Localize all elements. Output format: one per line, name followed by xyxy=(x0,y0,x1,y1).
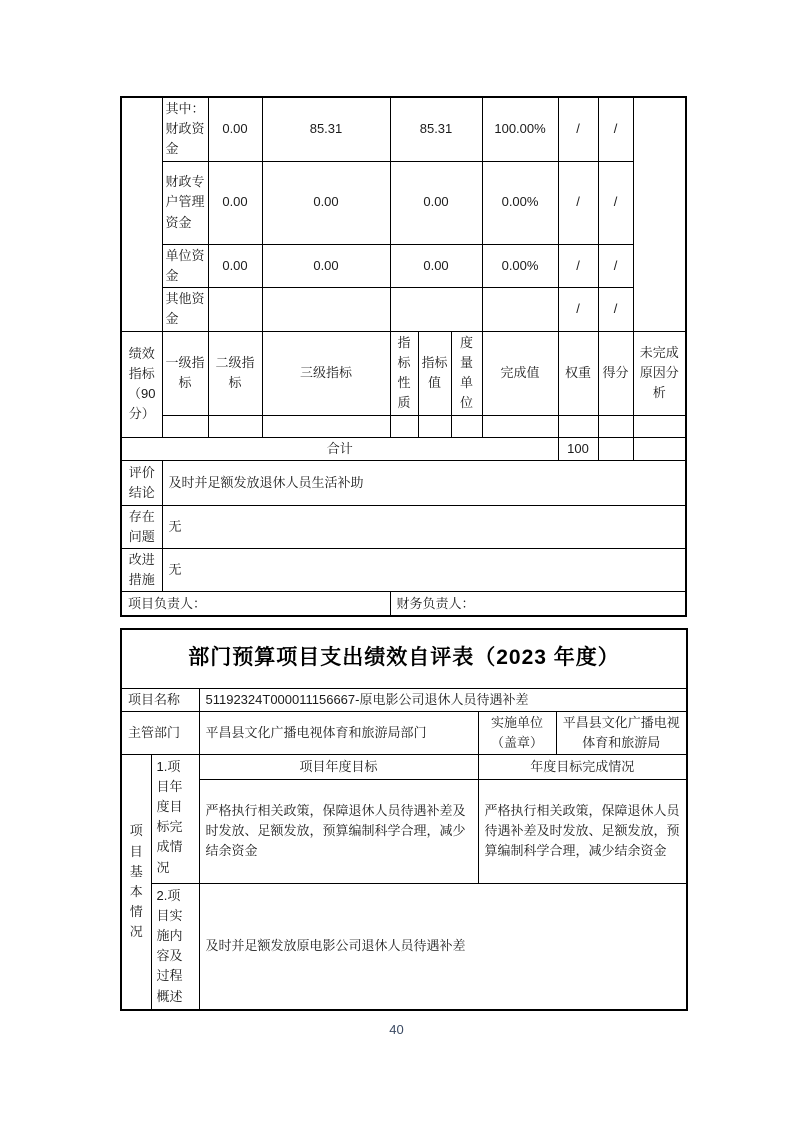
funding-row-unit xyxy=(121,244,686,287)
project-name-row xyxy=(121,688,687,711)
page-number: 40 xyxy=(389,1022,404,1037)
conclusion-row xyxy=(121,460,686,505)
final-value-cell: 0.00 xyxy=(262,161,390,244)
department-value: 平昌县文化广播电视体育和旅游局部门 xyxy=(199,711,478,754)
total-row xyxy=(121,437,686,460)
total-weight: 100 xyxy=(558,437,598,460)
funding-row-other xyxy=(121,287,686,331)
final-value-cell: 85.31 xyxy=(262,97,390,161)
section1-label: 1.项目年度目标完成情况 xyxy=(151,754,199,883)
table-title: 部门预算项目支出绩效自评表（2023 年度） xyxy=(121,629,687,688)
department-label: 主管部门 xyxy=(121,711,199,754)
funding-row-fiscal xyxy=(121,97,686,161)
goal-completion-header: 年度目标完成情况 xyxy=(478,754,687,779)
weight-cell: / xyxy=(558,97,598,161)
funding-row-label: 单位资金 xyxy=(162,244,208,287)
funding-row-label: 财政专户管理资金 xyxy=(162,161,208,244)
weight-cell: / xyxy=(558,287,598,331)
problems-value: 无 xyxy=(162,505,686,548)
total-note xyxy=(633,437,686,460)
basic-info-label: 项目基本情况 xyxy=(121,754,151,1009)
col-header-score: 得分 xyxy=(598,331,633,415)
col-header-indicator-value: 指标值 xyxy=(418,331,451,415)
improvements-value: 无 xyxy=(162,549,686,592)
weight-cell: / xyxy=(558,244,598,287)
col-header-unit: 度量单位 xyxy=(451,331,482,415)
perf-indicator-empty-row xyxy=(121,415,686,437)
col-header-level3: 三级指标 xyxy=(262,331,390,415)
col-header-level2: 二级指标 xyxy=(208,331,262,415)
project-name-value: 51192324T000011156667-原电影公司退休人员待遇补差 xyxy=(199,688,687,711)
implementing-unit-label: 实施单位（盖章） xyxy=(478,711,556,754)
implementation-row xyxy=(121,883,687,1009)
score-cell: / xyxy=(598,287,633,331)
project-manager-label: 项目负责人： xyxy=(121,592,390,616)
col-header-uncompleted-reason: 未完成原因分析 xyxy=(633,331,686,415)
score-cell: / xyxy=(598,244,633,287)
conclusion-label: 评价结论 xyxy=(121,460,162,505)
annual-goal-text: 严格执行相关政策，保障退休人员待遇补差及时发放、足额发放，预算编制科学合理，减少结余资金 xyxy=(199,779,478,883)
rate-value-cell: 100.00% xyxy=(482,97,558,161)
empty-cell xyxy=(482,415,558,437)
actual-value-cell xyxy=(390,287,482,331)
total-score xyxy=(598,437,633,460)
actual-value-cell: 0.00 xyxy=(390,244,482,287)
empty-cell xyxy=(598,415,633,437)
perf-indicator-row-label: 绩效指标（90分） xyxy=(121,331,162,437)
funding-row-label: 其中：财政资金 xyxy=(162,97,208,161)
empty-cell xyxy=(558,415,598,437)
budget-self-evaluation-table-2023 xyxy=(120,628,688,1011)
conclusion-value: 及时并足额发放退休人员生活补助 xyxy=(162,460,686,505)
section2-label: 2.项目实施内容及过程概述 xyxy=(151,883,199,1009)
col-header-weight: 权重 xyxy=(558,331,598,415)
performance-evaluation-table xyxy=(120,96,687,617)
actual-value-cell: 0.00 xyxy=(390,161,482,244)
actual-value-cell: 85.31 xyxy=(390,97,482,161)
right-spacer-cell xyxy=(633,97,686,331)
score-cell: / xyxy=(598,97,633,161)
left-spacer-cell xyxy=(121,97,162,331)
table-title-row xyxy=(121,629,687,688)
funding-row-label: 其他资金 xyxy=(162,287,208,331)
budget-value-cell xyxy=(208,287,262,331)
project-name-label: 项目名称 xyxy=(121,688,199,711)
budget-value-cell: 0.00 xyxy=(208,244,262,287)
implementing-unit-value: 平昌县文化广播电视体育和旅游局 xyxy=(556,711,687,754)
problems-row xyxy=(121,505,686,548)
weight-cell: / xyxy=(558,161,598,244)
empty-cell xyxy=(262,415,390,437)
signature-row xyxy=(121,592,686,616)
total-label: 合计 xyxy=(121,437,558,460)
implementation-text: 及时并足额发放原电影公司退休人员待遇补差 xyxy=(199,883,687,1009)
empty-cell xyxy=(162,415,208,437)
final-value-cell: 0.00 xyxy=(262,244,390,287)
final-value-cell xyxy=(262,287,390,331)
rate-value-cell: 0.00% xyxy=(482,161,558,244)
finance-manager-label: 财务负责人： xyxy=(390,592,686,616)
budget-value-cell: 0.00 xyxy=(208,161,262,244)
funding-row-fiscal-account xyxy=(121,161,686,244)
empty-cell xyxy=(390,415,418,437)
rate-value-cell xyxy=(482,287,558,331)
col-header-level1: 一级指标 xyxy=(162,331,208,415)
problems-label: 存在问题 xyxy=(121,505,162,548)
score-cell: / xyxy=(598,161,633,244)
col-header-completion: 完成值 xyxy=(482,331,558,415)
improvements-label: 改进措施 xyxy=(121,549,162,592)
department-row xyxy=(121,711,687,754)
budget-value-cell: 0.00 xyxy=(208,97,262,161)
improvements-row xyxy=(121,549,686,592)
perf-indicator-header-row xyxy=(121,331,686,415)
annual-goal-header: 项目年度目标 xyxy=(199,754,478,779)
empty-cell xyxy=(633,415,686,437)
goal-content-row xyxy=(121,779,687,883)
goal-header-row xyxy=(121,754,687,779)
col-header-nature: 指标性质 xyxy=(390,331,418,415)
empty-cell xyxy=(451,415,482,437)
goal-completion-text: 严格执行相关政策，保障退休人员待遇补差及时发放、足额发放，预算编制科学合理，减少结余资金 xyxy=(478,779,687,883)
rate-value-cell: 0.00% xyxy=(482,244,558,287)
empty-cell xyxy=(418,415,451,437)
empty-cell xyxy=(208,415,262,437)
